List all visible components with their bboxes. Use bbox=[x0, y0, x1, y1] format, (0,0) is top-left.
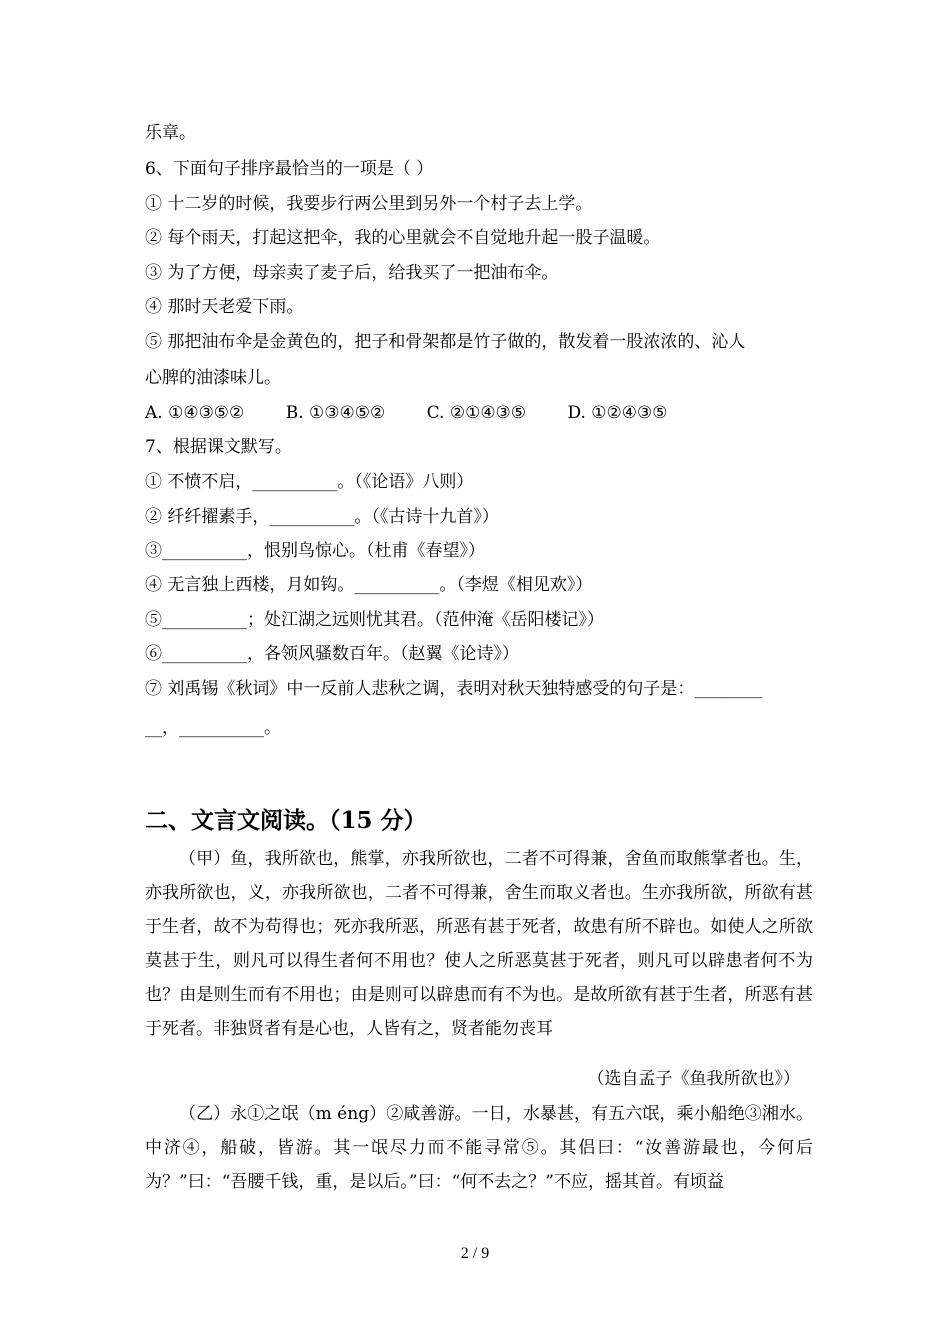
passage-yi: （乙）永①之氓（m éng）②咸善游。一日，水暴甚，有五六氓，乘小船绝③湘水。中济④，船破，皆游。其一氓尽力而不能寻常⑤。其侣曰：“汝善游最也，今何后为？”曰：“吾腰千钱，重，是以后。”曰：“何不去之？”不应，摇其首。有顷益 bbox=[145, 1104, 813, 1192]
q6-sentence-1: ① 十二岁的时候，我要步行两公里到另外一个村子去上学。 bbox=[145, 194, 593, 214]
section-2-title: 二、文言文阅读。（15 分） bbox=[145, 807, 427, 834]
passage-jia-source: （选自孟子《鱼我所欲也》） bbox=[587, 1069, 800, 1089]
passage-jia: （甲）鱼，我所欲也，熊掌，亦我所欲也，二者不可得兼，舍鱼而取熊掌者也。生，亦我所欲也，义，亦我所欲也，二者不可得兼，舍生而取义者也。生亦我所欲，所欲有甚于生者，故不为苟得也；死亦我所恶，所恶有甚于死者，故患有所不辟也。如使人之所欲莫甚于生，则凡可以得生者何不用也？使人之所恶莫甚于死者，则凡可以辟患者何不为也？由是则生而有不用也；由是则可以辟患而有不为也。是故所欲有甚于生者，所恶有甚于死者。非独贤者有是心也，人皆有之，贤者能勿丧耳 bbox=[145, 849, 813, 1039]
q7-item-3: ③__________，恨别鸟惊心。（杜甫《春望》） bbox=[145, 541, 485, 561]
option-c[interactable]: C. ②①④③⑤ bbox=[426, 403, 527, 423]
option-d[interactable]: D. ①②④③⑤ bbox=[567, 403, 668, 423]
question-6-stem: 6、下面句子排序最恰当的一项是（ ） bbox=[145, 159, 434, 179]
q7-item-7-cont: __，__________。 bbox=[145, 718, 281, 738]
q7-item-2: ② 纤纤擢素手，__________。（《古诗十九首》） bbox=[145, 507, 499, 527]
q7-item-6: ⑥__________，各领风骚数百年。（赵翼《论诗》） bbox=[145, 644, 519, 664]
q7-item-5: ⑤__________；处江湖之远则忧其君。（范仲淹《岳阳楼记》） bbox=[145, 610, 604, 630]
q7-item-7: ⑦ 刘禹锡《秋词》中一反前人悲秋之调，表明对秋天独特感受的句子是：________ bbox=[145, 679, 763, 699]
option-b[interactable]: B. ①③④⑤② bbox=[285, 403, 386, 423]
q6-sentence-3: ③ 为了方便，母亲卖了麦子后，给我买了一把油布伞。 bbox=[145, 263, 559, 283]
q7-item-4: ④ 无言独上西楼，月如钩。__________。（李煜《相见欢》） bbox=[145, 575, 593, 595]
q6-sentence-5-cont: 心脾的油漆味儿。 bbox=[145, 368, 281, 388]
page-number: 2 / 9 bbox=[460, 1245, 490, 1262]
q6-options bbox=[145, 401, 704, 425]
continuation-text: 乐章。 bbox=[145, 123, 196, 143]
option-a[interactable]: A. ①④③⑤② bbox=[145, 403, 245, 423]
q7-item-1: ① 不愤不启，__________。（《论语》八则） bbox=[145, 472, 474, 492]
q6-sentence-5: ⑤ 那把油布伞是金黄色的，把子和骨架都是竹子做的，散发着一股浓浓的、沁人 bbox=[145, 332, 746, 352]
question-7-stem: 7、根据课文默写。 bbox=[145, 437, 292, 457]
q6-sentence-2: ② 每个雨天，打起这把伞，我的心里就会不自觉地升起一股子温暖。 bbox=[145, 228, 661, 248]
q6-sentence-4: ④ 那时天老爱下雨。 bbox=[145, 297, 304, 317]
